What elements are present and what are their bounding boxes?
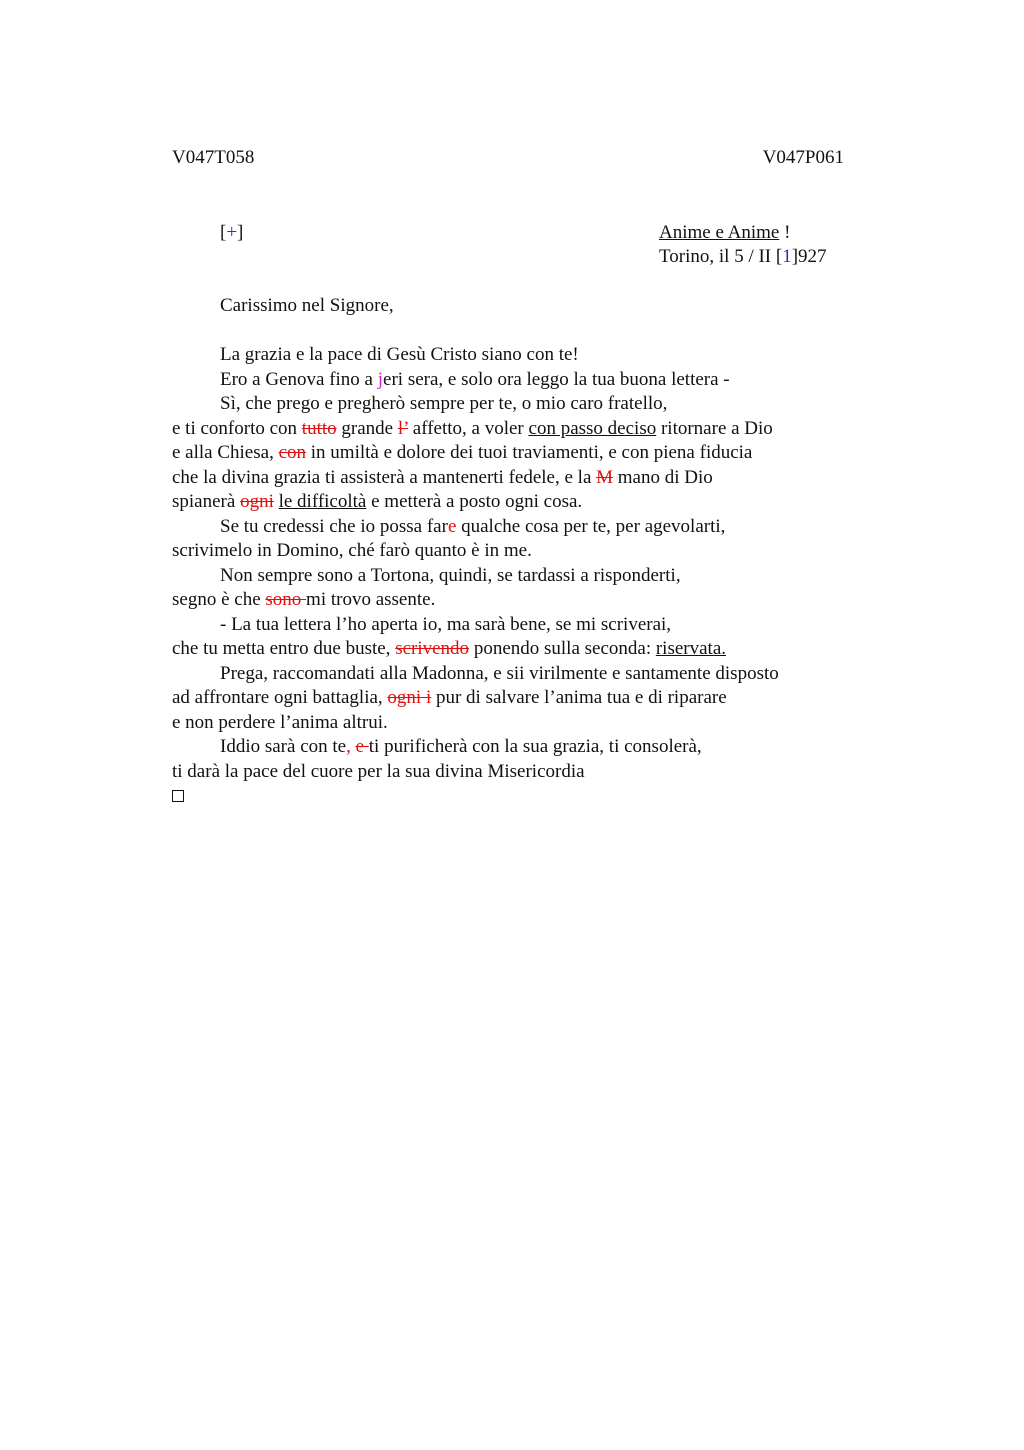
letter-title: Anime e Anime ! <box>659 222 791 243</box>
salutation: Carissimo nel Signore, <box>220 295 394 316</box>
end-mark <box>172 784 862 810</box>
left-reference-code: V047T058 <box>172 147 255 168</box>
plus-sign: + <box>226 222 238 243</box>
text-line: Ero a Genova fino a jeri sera, e solo ora leggo la tua buona lettera - <box>220 368 730 390</box>
text-line: Iddio sarà con te, e ti purificherà con la sua grazia, ti consolerà, <box>220 736 702 757</box>
cross-mark: [+] <box>220 222 244 243</box>
text-line: e non perdere l’anima altrui. <box>172 711 388 733</box>
text-line: che la divina grazia ti assisterà a mantenerti fedele, e la M mano di Dio <box>172 466 713 488</box>
text-line: Non sempre sono a Tortona, quindi, se tardassi a risponderti, <box>220 564 681 586</box>
text-line: Se tu credessi che io possa fare qualche cosa per te, per agevolarti, <box>220 515 726 537</box>
letter-body <box>172 294 862 810</box>
text-line: Sì, che prego e pregherò sempre per te, o mio caro fratello, <box>220 393 668 414</box>
text-line: e alla Chiesa, con in umiltà e dolore dei tuoi traviamenti, e con piena fiducia <box>172 442 753 463</box>
text-line: ti darà la pace del cuore per la sua divina Misericordia <box>172 760 585 782</box>
text-line: che tu metta entro due buste, scrivendo ponendo sulla seconda: riservata. <box>172 638 727 659</box>
right-reference-code: V047P061 <box>762 147 844 168</box>
text-line: ad affrontare ogni battaglia, ogni i pur di salvare l’anima tua e di riparare <box>172 687 727 708</box>
text-line: spianerà ogni le difficoltà e metterà a posto ogni cosa. <box>172 491 583 512</box>
text-line: segno è che sono mi trovo assente. <box>172 589 436 610</box>
dateline: Torino, il 5 / II [1]927 <box>659 246 827 267</box>
square-icon <box>172 790 184 802</box>
text-line: e ti conforto con tutto grande l’ affetto, a voler con passo deciso ritornare a Dio <box>172 417 773 439</box>
title-block <box>659 221 827 269</box>
text-line: La grazia e la pace di Gesù Cristo siano con te! <box>220 344 579 365</box>
text-line: Prega, raccomandati alla Madonna, e sii virilmente e santamente disposto <box>220 662 779 684</box>
text-line: - La tua lettera l’ho aperta io, ma sarà bene, se mi scriverai, <box>220 613 672 635</box>
text-line: scrivimelo in Domino, ché farò quanto è in me. <box>172 540 532 561</box>
editorial-digit: 1 <box>782 246 792 267</box>
